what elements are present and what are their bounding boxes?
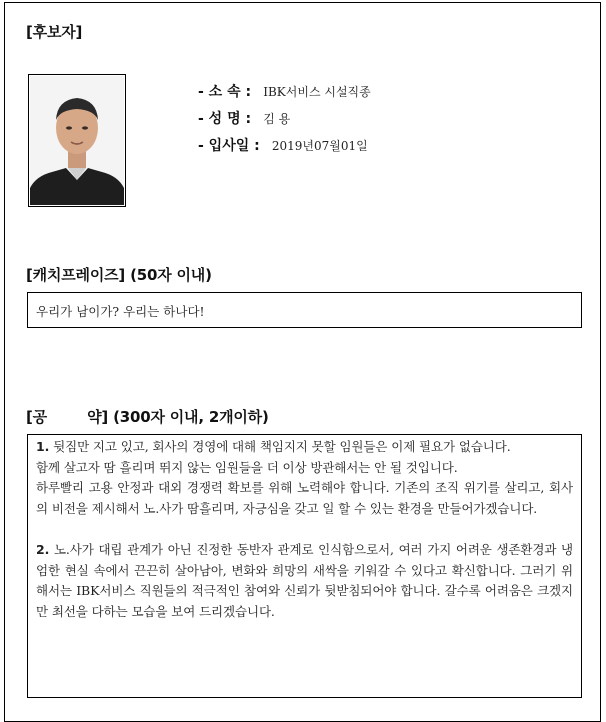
pledge-1-number: 1.: [36, 439, 50, 454]
catchphrase-text: 우리가 남이가? 우리는 하나다!: [36, 304, 205, 319]
join-date-label: - 입사일 :: [198, 138, 260, 154]
pledge-title: [공 약] (300자 이내, 2개이하): [26, 408, 269, 426]
name-row: [198, 108, 290, 128]
pledge-1-line-2: 함께 살고자 땀 흘리며 뛰지 않는 임원들을 더 이상 방관해서는 안 될 것입니다.: [36, 459, 458, 475]
pledge-2-line-1: 2. 노.사가 대립 관계가 아닌 진정한 동반자 관계로 인식함으로서, 여러 가지 어려운 생존환경과 냉엄한 현실 속에서 끈끈히 살아남아, 변화와 희망의 새싹을 키워갈 수 있다고 확신합니다. 그러기 위해서는 IBK서비스 직원들의 적극적인 참여와 신뢰가 뒷받침되어야 합니다. 갈수록 어려움은 크겠지만 최선을 다하는 모습을 보여 드리겠습니다.: [36, 541, 574, 619]
catchphrase-title: [캐치프레이즈] (50자 이내): [26, 266, 212, 284]
affiliation-row: [198, 81, 371, 101]
catchphrase-box: [27, 292, 582, 328]
join-date-row: [198, 135, 368, 155]
candidate-section-title: [후보자]: [26, 23, 83, 41]
join-date-value: 2019년07월01일: [271, 139, 368, 153]
person-portrait-icon: [30, 76, 124, 205]
name-value: 김 용: [263, 112, 291, 126]
pledge-1-line-1: 1. 뒷짐만 지고 있고, 회사의 경영에 대해 책임지지 못할 임원들은 이제 필요가 없습니다.: [36, 439, 511, 454]
pledge-2-number: 2.: [36, 541, 50, 557]
pledge-1-line-3: 하루빨리 고용 안정과 대외 경쟁력 확보를 위해 노력해야 합니다. 기존의 조직 위기를 살리고, 회사의 비전을 제시해서 노.사가 땀흘리며, 자긍심을 갖고 일 할 수 있는 환경을 만들어가겠습니다.: [36, 480, 573, 516]
name-label: - 성 명 :: [198, 111, 252, 127]
affiliation-label: - 소 속 :: [198, 84, 252, 100]
pledge-box: [27, 434, 582, 698]
candidate-photo: [28, 74, 126, 207]
affiliation-value: IBK서비스 시설직종: [263, 85, 371, 99]
